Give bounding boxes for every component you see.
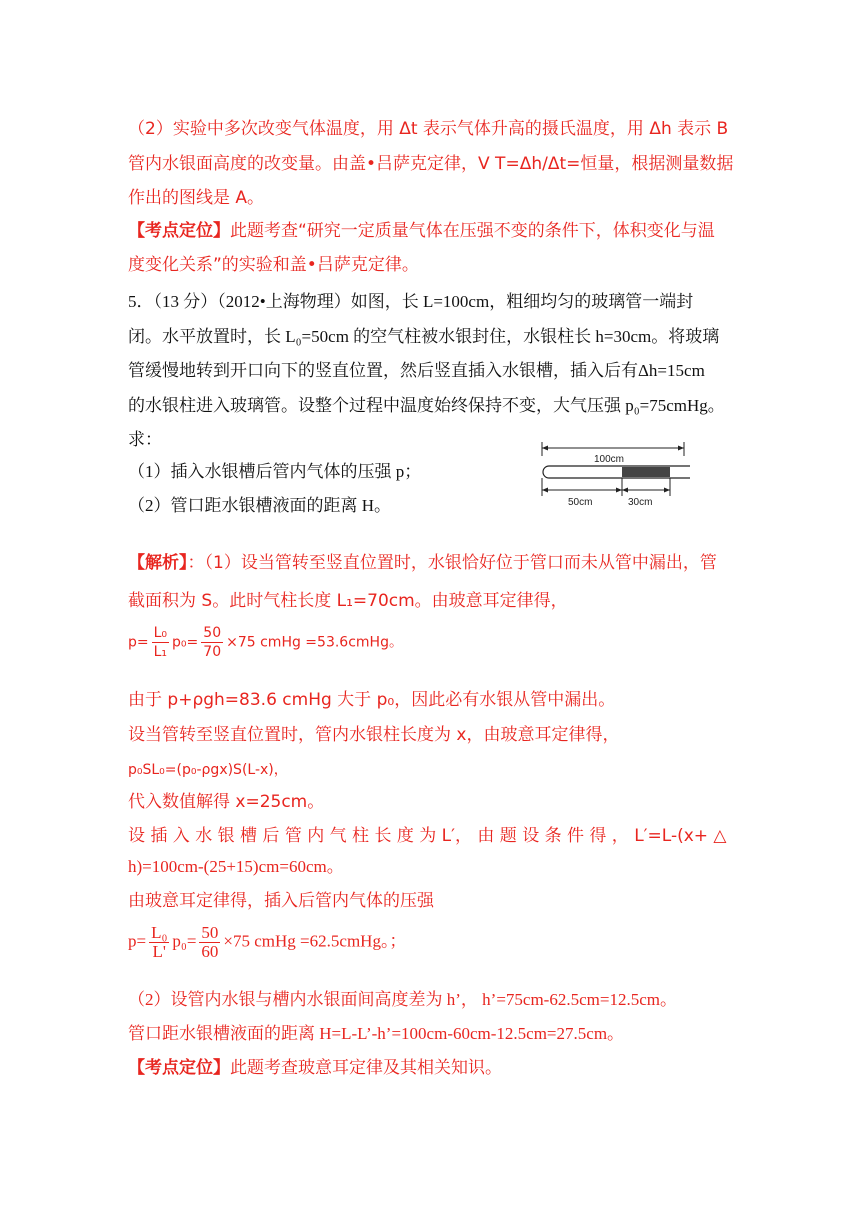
equation-2: [128, 924, 406, 961]
problem-line-2: 闭。水平放置时，长 L₀=50cm 的空气柱被水银封住，水银柱长 h=30cm。将玻璃: [128, 327, 720, 346]
problem-line-4: 的水银柱进入玻璃管。设整个过程中温度始终保持不变，大气压强 p₀=75cmHg。: [128, 396, 725, 415]
solution-line-10: （2）设管内水银与槽内水银面间高度差为 h’， h’=75cm-62.5cm=12.5cm。: [128, 990, 677, 1009]
solution-line-1: [128, 551, 717, 575]
prev-answer-line-1: （2）实验中多次改变气体温度，用 Δt 表示气体升高的摄氏温度，用 Δh 表示 B: [128, 119, 729, 139]
eq2-f1-den: L': [152, 942, 166, 961]
eq2-f2-den: 60: [201, 942, 219, 961]
eq1-f2-num: 50: [203, 625, 222, 641]
solution-line-7: 设 插 入 水 银 槽 后 管 内 气 柱 长 度 为 L′， 由 题 设 条 件 得 ， L′=L-(x+ △: [128, 826, 727, 846]
problem-line-3: 管缓慢地转到开口向下的竖直位置，然后竖直插入水银槽，插入后有Δh=15cm: [128, 361, 705, 380]
eq1-fraction-2: [201, 624, 223, 661]
tube-figure: [536, 438, 696, 518]
solution-tag: 【解析】: [128, 553, 188, 573]
prev-kaodian-text-1: 此题考查“研究一定质量气体在压强不变的条件下，体积变化与温: [230, 221, 715, 241]
mercury-length-label: 30cm: [628, 497, 653, 508]
solution-line-4: 设当管转至竖直位置时，管内水银柱长度为 x，由玻意耳定律得，: [128, 725, 620, 745]
eq2-lhs: p=: [128, 931, 147, 951]
top-dim-arrow-left: [542, 446, 548, 451]
solution-line-1-text: ：（1）设当管转至竖直位置时，水银恰好位于管口而未从管中漏出，管: [187, 553, 717, 573]
air-column-label: 50cm: [568, 497, 593, 508]
solution-kaodian-text: 此题考查玻意耳定律及其相关知识。: [230, 1058, 502, 1077]
total-length-label: 100cm: [594, 454, 625, 465]
bottom-dim-arrow-4: [664, 488, 670, 493]
solution-line-11: 管口距水银槽液面的距离 H=L-L’-h’=100cm-60cm-12.5cm=27.5cm。: [128, 1024, 625, 1043]
prev-kaodian-tag: 【考点定位】: [128, 221, 230, 241]
problem-question-2: （2）管口距水银槽液面的距离 H。: [128, 496, 392, 515]
eq1-rhs: ×75 cmHg =53.6cmHg。: [226, 634, 403, 651]
top-dim-arrow-right: [678, 446, 684, 451]
prev-kaodian-line-1: [128, 219, 715, 243]
solution-line-5: p₀SL₀=(p₀-ρgx)S(L-x)，: [128, 762, 288, 778]
eq2-f1-num: L₀: [151, 923, 168, 942]
solution-line-3: 由于 p+ρgh=83.6 cmHg 大于 p₀，因此必有水银从管中漏出。: [128, 690, 616, 710]
prev-answer-line-3: 作出的图线是 A。: [128, 188, 265, 208]
prev-kaodian-line-2: 度变化关系”的实验和盖•吕萨克定律。: [128, 255, 419, 275]
eq1-f1-den: L₁: [153, 644, 168, 660]
prev-answer-line-2: 管内水银面高度的改变量。由盖•吕萨克定律，V T=Δh/Δt=恒量，根据测量数据: [128, 154, 734, 174]
problem-ask: 求：: [128, 430, 162, 449]
solution-line-9: 由玻意耳定律得，插入后管内气体的压强: [128, 891, 434, 910]
solution-kaodian-tag: 【考点定位】: [128, 1058, 230, 1077]
eq2-f2-num: 50: [201, 923, 219, 942]
problem-question-1: （1）插入水银槽后管内气体的压强 p；: [128, 462, 422, 481]
eq2-fraction-2: [199, 924, 220, 961]
solution-kaodian-line: [128, 1056, 502, 1080]
eq2-rhs: ×75 cmHg =62.5cmHg。；: [223, 931, 407, 951]
eq1-f2-den: 70: [203, 644, 222, 660]
problem-line-1: 5．（13 分）（2012•上海物理）如图，长 L=100cm，粗细均匀的玻璃管一端封: [128, 292, 694, 311]
solution-line-8: h)=100cm-(25+15)cm=60cm。: [128, 857, 344, 876]
bottom-dim-arrow-2: [616, 488, 622, 493]
eq1-fraction-1: [152, 624, 169, 661]
eq2-mid: p₀=: [172, 931, 197, 951]
solution-line-2: 截面积为 S。此时气柱长度 L₁=70cm。由玻意耳定律得，: [128, 591, 568, 611]
bottom-dim-arrow-1: [542, 488, 548, 493]
equation-1: [128, 624, 403, 661]
eq1-lhs: p=: [128, 634, 149, 651]
eq1-mid: p₀=: [172, 634, 199, 651]
eq2-fraction-1: [149, 924, 169, 961]
eq1-f1-num: L₀: [153, 625, 168, 641]
solution-line-6: 代入数值解得 x=25cm。: [128, 792, 325, 812]
mercury-column: [622, 467, 670, 477]
bottom-dim-arrow-3: [622, 488, 628, 493]
